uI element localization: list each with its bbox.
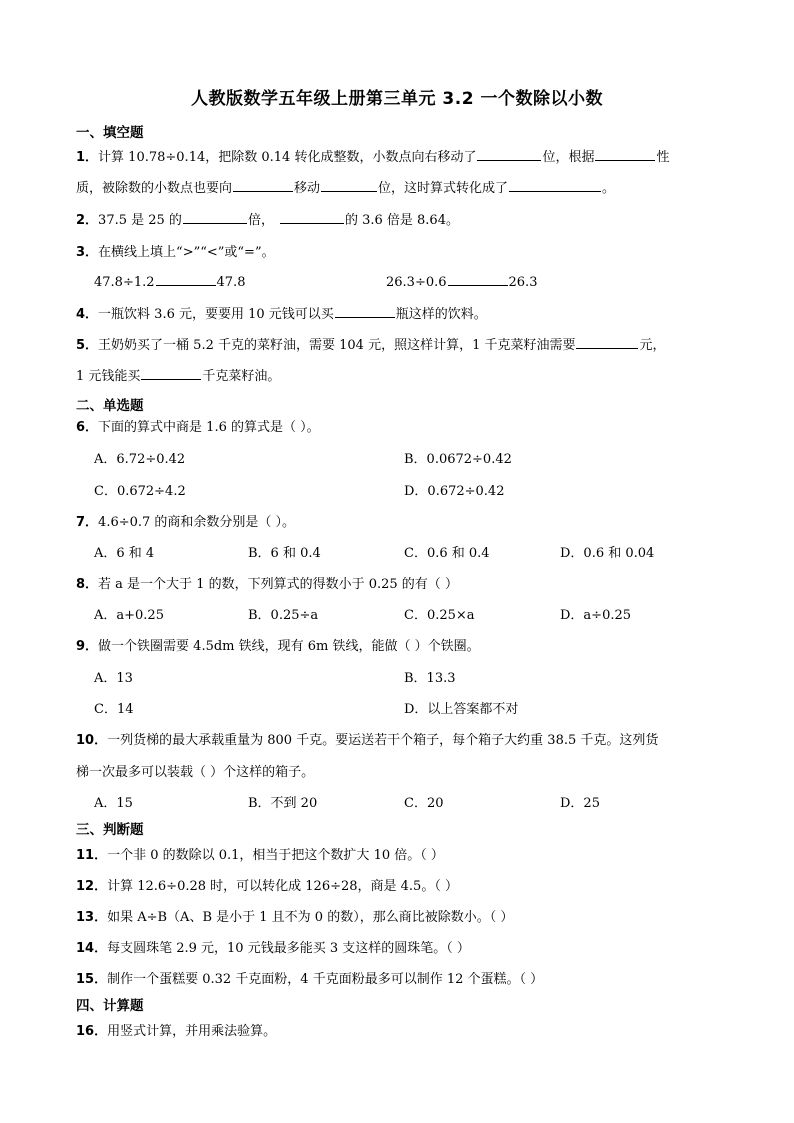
question-text: 在横线上填上“>”“<”或“=”。 xyxy=(98,245,275,260)
question-text: 一瓶饮料 3.6 元，要要用 10 元钱可以买 xyxy=(98,307,334,322)
section-heading-fill-blank: 一、填空题 xyxy=(76,125,144,141)
option-a[interactable]: A．6.72÷0.42 xyxy=(94,452,186,467)
option-b[interactable]: B．0.25÷a xyxy=(248,608,319,623)
question-5-line-2 xyxy=(76,365,280,384)
answer-blank[interactable] xyxy=(448,272,508,286)
question-text: 。 xyxy=(602,181,616,196)
answer-blank[interactable] xyxy=(595,147,655,161)
expression: 26.3 xyxy=(508,275,538,290)
question-number: 2． xyxy=(76,213,99,228)
option-b[interactable]: B．13.3 xyxy=(404,671,456,686)
section-heading-calculation: 四、计算题 xyxy=(76,998,144,1014)
question-number: 4． xyxy=(76,307,99,322)
answer-blank[interactable] xyxy=(233,178,293,192)
question-number: 1． xyxy=(76,150,99,165)
question-number: 6． xyxy=(76,420,99,435)
section-heading-single-choice: 二、单选题 xyxy=(76,398,144,414)
question-number: 5． xyxy=(76,338,99,353)
question-6 xyxy=(76,416,320,435)
answer-blank[interactable] xyxy=(156,272,216,286)
question-number: 12． xyxy=(76,879,108,894)
question-11 xyxy=(76,844,444,863)
answer-blank[interactable] xyxy=(321,178,377,192)
option-c[interactable]: C．20 xyxy=(404,796,444,811)
question-number: 16． xyxy=(76,1024,108,1039)
option-d[interactable]: D．以上答案都不对 xyxy=(404,702,519,717)
question-text: 倍， xyxy=(247,213,274,228)
option-c[interactable]: C．0.672÷4.2 xyxy=(94,484,186,499)
question-text: 质，被除数的小数点也要向 xyxy=(76,181,233,196)
question-text: 王奶奶买了一桶 5.2 千克的菜籽油，需要 104 元，照这样计算，1 千克菜籽油需要 xyxy=(98,338,576,353)
question-1-line-1 xyxy=(76,146,669,165)
question-text: 每支圆珠笔 2.9 元，10 元钱最多能买 3 支这样的圆珠笔。（ ） xyxy=(107,941,470,956)
question-2 xyxy=(76,209,459,228)
question-15 xyxy=(76,968,543,987)
question-5-line-1 xyxy=(76,334,665,353)
question-text: 位，这时算式转化成了 xyxy=(378,181,509,196)
option-d[interactable]: D．25 xyxy=(560,796,600,811)
question-text: 计算 12.6÷0.28 时，可以转化成 126÷28，商是 4.5。（ ） xyxy=(107,879,458,894)
expression: 26.3÷0.6 xyxy=(386,275,447,290)
question-text: 4.6÷0.7 的商和余数分别是（ ）。 xyxy=(98,515,296,530)
option-d[interactable]: D．0.6 和 0.04 xyxy=(560,546,655,561)
option-a[interactable]: A．15 xyxy=(94,796,133,811)
answer-blank[interactable] xyxy=(576,335,638,349)
question-number: 8． xyxy=(76,577,99,592)
question-number: 14． xyxy=(76,941,108,956)
question-text: 1 元钱能买 xyxy=(76,369,141,384)
question-number: 11． xyxy=(76,848,108,863)
question-13 xyxy=(76,906,513,925)
question-text: 瓶这样的饮料。 xyxy=(395,307,487,322)
answer-blank[interactable] xyxy=(280,210,344,224)
option-a[interactable]: A．a+0.25 xyxy=(94,608,164,623)
question-3 xyxy=(76,241,275,260)
question-16 xyxy=(76,1020,276,1039)
option-c[interactable]: C．14 xyxy=(94,702,134,717)
question-text: 37.5 是 25 的 xyxy=(98,213,182,228)
question-text: 做一个铁圈需要 4.5dm 铁线，现有 6m 铁线，能做（ ）个铁圈。 xyxy=(98,639,480,654)
option-c[interactable]: C．0.25×a xyxy=(404,608,475,623)
question-text: 用竖式计算，并用乘法验算。 xyxy=(107,1024,277,1039)
answer-blank[interactable] xyxy=(477,147,541,161)
expression: 47.8 xyxy=(216,275,246,290)
question-10-line-1 xyxy=(76,729,658,748)
question-number: 13． xyxy=(76,910,108,925)
answer-blank[interactable] xyxy=(335,304,395,318)
question-number: 7． xyxy=(76,515,99,530)
question-12 xyxy=(76,875,458,894)
question-7 xyxy=(76,511,295,530)
question-number: 3． xyxy=(76,245,99,260)
question-text: 制作一个蛋糕要 0.32 千克面粉，4 千克面粉最多可以制作 12 个蛋糕。（ ） xyxy=(107,972,544,987)
question-text: 一列货梯的最大承载重量为 800 千克。要运送若干个箱子，每个箱子大约重 38.5 千克。这列货 xyxy=(107,733,659,748)
question-text: 的 3.6 倍是 8.64。 xyxy=(344,213,459,228)
question-text: 位，根据 xyxy=(542,150,595,165)
question-3-expression-1 xyxy=(94,272,245,290)
option-a[interactable]: A．13 xyxy=(94,671,133,686)
section-heading-true-false: 三、判断题 xyxy=(76,822,144,838)
question-14 xyxy=(76,937,470,956)
option-c[interactable]: C．0.6 和 0.4 xyxy=(404,546,490,561)
question-text: 元， xyxy=(639,338,666,353)
question-text: 移动 xyxy=(294,181,321,196)
option-b[interactable]: B．0.0672÷0.42 xyxy=(404,452,512,467)
question-number: 10． xyxy=(76,733,108,748)
question-3-expression-2 xyxy=(386,272,537,290)
question-text: 千克菜籽油。 xyxy=(202,369,281,384)
answer-blank[interactable] xyxy=(183,210,247,224)
question-text: 如果 A÷B（A、B 是小于 1 且不为 0 的数），那么商比被除数小。（ ） xyxy=(107,910,514,925)
option-d[interactable]: D．a÷0.25 xyxy=(560,608,632,623)
question-4 xyxy=(76,303,487,322)
question-text: 若 a 是一个大于 1 的数，下列算式的得数小于 0.25 的有（ ） xyxy=(98,577,458,592)
question-9 xyxy=(76,635,480,654)
option-b[interactable]: B．不到 20 xyxy=(248,796,318,811)
question-text: 下面的算式中商是 1.6 的算式是（ ）。 xyxy=(98,420,320,435)
question-8 xyxy=(76,573,458,592)
question-number: 9． xyxy=(76,639,99,654)
answer-blank[interactable] xyxy=(509,178,601,192)
page-title: 人教版数学五年级上册第三单元 3.2 一个数除以小数 xyxy=(191,89,603,109)
question-1-line-2 xyxy=(76,177,615,196)
question-text: 一个非 0 的数除以 0.1，相当于把这个数扩大 10 倍。（ ） xyxy=(107,848,444,863)
answer-blank[interactable] xyxy=(141,366,201,380)
option-a[interactable]: A．6 和 4 xyxy=(94,546,155,561)
option-d[interactable]: D．0.672÷0.42 xyxy=(404,484,505,499)
question-10-line-2: 梯一次最多可以装载（ ）个这样的箱子。 xyxy=(76,765,315,780)
expression: 47.8÷1.2 xyxy=(94,275,155,290)
question-text: 性 xyxy=(656,150,670,165)
question-text: 计算 10.78÷0.14，把除数 0.14 转化成整数，小数点向右移动了 xyxy=(98,150,477,165)
question-number: 15． xyxy=(76,972,108,987)
option-b[interactable]: B．6 和 0.4 xyxy=(248,546,321,561)
